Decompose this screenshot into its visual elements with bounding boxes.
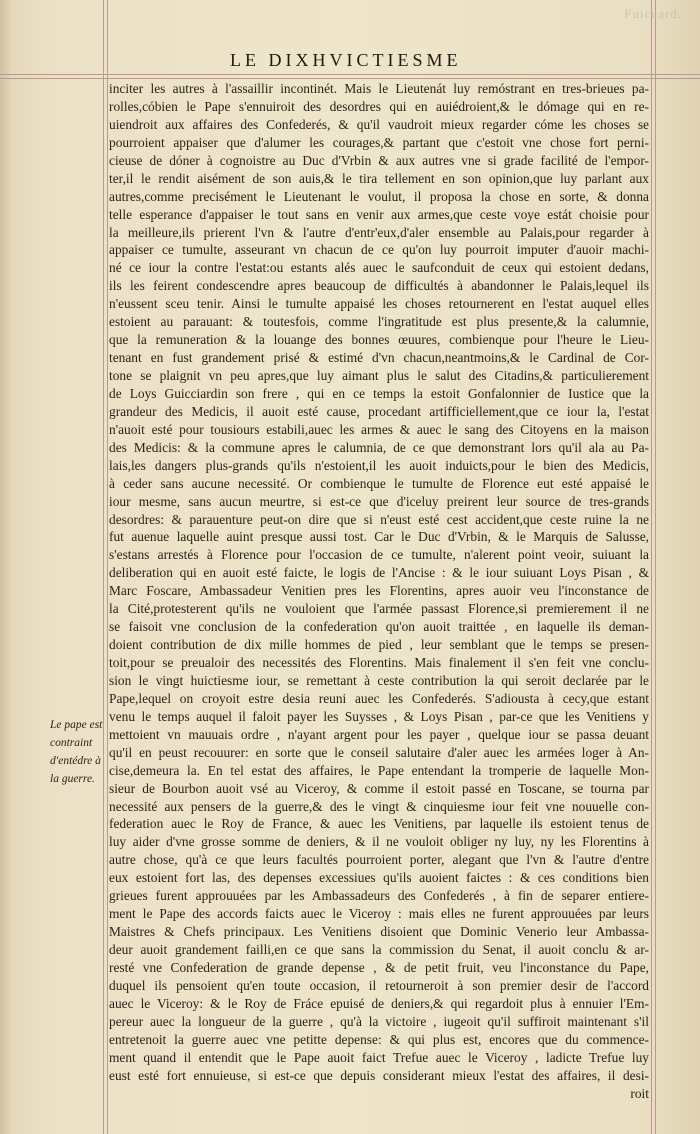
- margin-rule-right-outer: [655, 0, 656, 1134]
- text-line: mettoient vn mauuais ordre , n'ayant argent pour les payer , quelque iour se passa deuant: [109, 726, 649, 742]
- text-line: ment le Pape des accords faicts auec le Viceroy : mais elles ne furent approuuées par leurs: [109, 906, 649, 922]
- text-line: tenant en fust grandement prisé & estimé d'vn chacun,neantmoins,& le Cardinal de Cor-: [109, 350, 649, 366]
- bleed-through-text: Fuiccard.: [624, 6, 682, 21]
- margin-rule-left-inner: [107, 0, 108, 1134]
- text-line: eust esté fort ennuieuse, si est-ce que depuis considerant mieux l'estat des affaires, il desi-: [109, 1067, 649, 1083]
- text-line: appaiser ce tumulte, asseurant vn chacun de ce qu'on luy pourroit imputer d'auoir machi-: [109, 242, 649, 258]
- text-line: autres,comme precisément le Lieutenant le voulut, il proposa la chose en sorte, & donna: [109, 188, 649, 204]
- text-line: inciter les autres à l'assaillir incontinét. Mais le Lieutenát luy remóstrant en tres-brieues pa-: [109, 81, 649, 96]
- text-line: ment quand il entendit que le Pape auoit faict Trefue auec le Viceroy , ladicte Trefue luy: [109, 1049, 649, 1065]
- text-line: sion le vingt huictiesme iour, se remettant à ceste contribution la qui seroit declarée par le: [109, 672, 649, 688]
- text-line: uiendroit aux affaires des Confederés, & qu'il vaudroit mieux regarder cóme les choses se: [109, 116, 649, 132]
- text-line: la Cité,protesterent qu'ils ne vouloient que l'armée passast Florence,si premierement il ne: [109, 601, 649, 617]
- text-line: necessité aux pensers de la guerre,& des le vingt & cinquiesme iour feit vne nouuelle con-: [109, 798, 649, 814]
- text-line: sieur de Bourbon auoit vsé au Viceroy, & comme il estoit passé en Toscane, se tourna par: [109, 780, 649, 796]
- text-line: pereur auec la longueur de la guerre , qu'à la victoire , iugeoit qu'il suffiroit maintenant s'il: [109, 1013, 649, 1029]
- text-line: duquel ils pensoient qu'en toute occasion, il retourneroit à son premier desir de l'accord: [109, 977, 649, 993]
- text-line: Marc Foscare, Ambassadeur Venitien pres les Florentins, apres auoir veu l'inconstance de: [109, 583, 649, 599]
- running-head: LE DIXHVICTIESME: [230, 50, 462, 70]
- text-line: auec le Viceroy: & le Roy de Fráce epuisé de deniers,& qui regardoit plus à ennuier l'Em-: [109, 995, 649, 1011]
- text-line: cieuse de dóner à cognoistre au Duc d'Vrbin & aux autres vne si grade facilité de l'empor-: [109, 152, 649, 168]
- text-line: desordres: & parauenture peut-on dire que si n'eust esté cest accident,que ceste ruine la ne: [109, 511, 649, 527]
- text-line: resté vne Confederation de grande depense , & de petit fruit, veu l'inconstance du Pape,: [109, 959, 649, 975]
- text-line: s'estans arrestés à Florence pour l'occasion de ce tumulte, n'alerent point veoir, suiuant la: [109, 547, 649, 563]
- margin-rule-right-inner: [651, 0, 652, 1134]
- text-line: autre chose, qu'à ce que leurs facultés pourroient porter, alegant que l'vn & l'autre d'entre: [109, 852, 649, 868]
- text-line: venu le temps auquel il faloit payer les Suysses , & Loys Pisan , par-ce que les Venitiens y: [109, 708, 649, 724]
- text-line: estoient au parauant: & toutesfois, comme l'ingratitude est plus presente,& la calumnie,: [109, 314, 649, 330]
- text-line: rolles,cóbien le Pape s'ennuiroit des desordres qui en auiédroient,& le dómage qui en re-: [109, 98, 649, 114]
- body-text: [109, 80, 649, 1102]
- text-line: tone se plaignit vn peu apres,que luy aimant plus le salut des Citadins,& particulierement: [109, 368, 649, 383]
- text-line: se faisoit vne conclusion de la confederation qu'on auoit traittée , en laquelle ils deman-: [109, 619, 649, 635]
- text-line: entretenoit la guerre auec vne petitte depense: & qui plus est, encores que du commence-: [109, 1031, 649, 1047]
- text-line: de Loys Guicciardin son frere , qui en ce temps la estoit Gonfalonnier de Iustice que la: [109, 385, 649, 401]
- text-line: Maistres & Chefs principaux. Les Venitiens disoient que Dominic Venerio leur Ambassa-: [109, 924, 649, 940]
- text-line: grandeur des Medicis, il auoit esté cause, procedant artifficiellement,que ce iour la, l'estat: [109, 403, 649, 419]
- page-fold-shadow: [0, 0, 12, 1134]
- text-line: roit: [630, 1085, 649, 1101]
- text-line: deliberation qui en auoit esté faicte, le logis de l'Ancise : & le iour suiuant Loys Pisan , &: [109, 565, 649, 581]
- text-line: n'auoit esté pour tousiours estabili,auec les armes & auec le sang des Citoyens en la maison: [109, 421, 649, 437]
- text-line: n'eussent sceu tenir. Ainsi le tumulte appaisé les choses retournerent en l'estat auquel elles: [109, 296, 649, 312]
- marginal-note-line: la guerre.: [50, 773, 95, 785]
- text-line: eux estoient fort las, des depenses excessiues qu'ils auoient faictes : & ces conditions bien: [109, 870, 649, 886]
- margin-rule-left-outer: [103, 0, 104, 1134]
- text-line: Pape,lequel on croyoit estre desia reuni auec les Confederés. S'adiousta à cecy,que estant: [109, 690, 649, 706]
- text-line: toit,pour se preualoir des necessités des Florentins. Mais finalement il s'en feit vne conclu-: [109, 655, 649, 670]
- marginal-note-line: Le pape est: [50, 719, 103, 731]
- text-line: grieues furent approuuées par les Ambassadeurs des Confederés , à fin de separer entiere-: [109, 888, 649, 904]
- text-line: qu'il en peust recouurer: en sorte que le conseil salutaire d'aler auec les armées loger à An-: [109, 744, 649, 760]
- text-line: ter,il le rendit aisément de son auis,& le tira tellement en son opinion,que luy parlant aux: [109, 170, 649, 186]
- text-line: federation auec le Roy de France, & auec les Venitiens, par laquelle ils estoient tenus de: [109, 816, 649, 832]
- text-line: pourroient appaiser que d'alumer les courages,& partant que c'estoit vne chose fort perni-: [109, 134, 649, 150]
- text-line: la meilleure,ils prierent l'vn & l'autre d'entr'eux,d'aler ensemble au Palais,pour regarder à: [109, 224, 649, 240]
- text-line: doient contribution de dix mille hommes de pied , leur semblant que le temps se presen-: [109, 637, 649, 653]
- text-line: né ce iour la contre l'estat:ou estants alés auec le saufconduit de ceux qui estoient dedans,: [109, 260, 649, 276]
- marginal-note-line: d'entédre à: [50, 755, 101, 767]
- text-line: cise,demeura la. En tel estat des affaires, le Pape entendant la tromperie de laquelle Mon-: [109, 762, 649, 778]
- text-line: lais,les dangers plus-grands qu'ils n'estoient,il les auoit induicts,pour le bien des Medicis,: [109, 457, 649, 473]
- text-line: luy aider d'vne grosse somme de deniers, & il ne vouloit obliger ny luy, ny les Florentins à: [109, 834, 649, 850]
- text-line: deur auoit grandement failli,en ce que sans la commission du Senat, il auoit conclu & ar-: [109, 942, 649, 957]
- marginal-note-line: contraint: [50, 737, 93, 749]
- text-line: fut auenue laquelle auint presque aussi tost. Car le Duc d'Vrbin, & le Marquis de Salusse,: [109, 529, 649, 545]
- margin-rule-top-outer: [0, 74, 700, 75]
- text-line: que la remuneration & la louange des bonnes œuures, combienque pour l'heure le Lieu-: [109, 332, 649, 348]
- text-line: telle esperance d'appaiser le tout sans en venir aux armes,que ceste voye estát choisie pour: [109, 206, 649, 222]
- marginal-note: [50, 716, 104, 788]
- text-line: des Medicis: & la commune apres le calumnia, de ce que demonstrant lors qu'il ala au Pa-: [109, 439, 649, 455]
- text-line: ils les feirent condescendre apres beaucoup de difficultés à abandonner le Palais,lequel ils: [109, 278, 649, 294]
- text-line: à ceder sans aucune necessité. Or combienque le tumulte de Florence eut esté appaisé le: [109, 475, 649, 491]
- margin-rule-top-inner: [0, 78, 700, 79]
- text-line: iour mesme, sans aucun meurtre, si est-ce que d'iceluy preirent leur source de tres-grands: [109, 493, 649, 509]
